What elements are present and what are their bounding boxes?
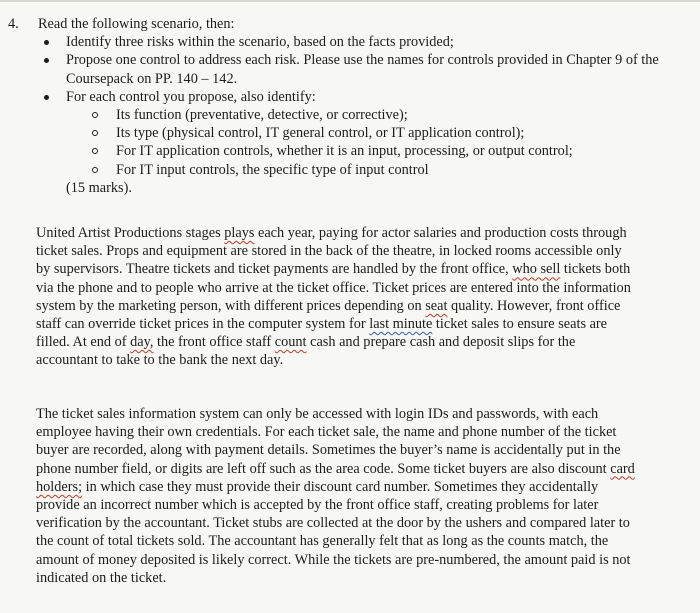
spellcheck-word: who sell: [512, 261, 561, 278]
text-run: each year, paying for actor salaries and production costs through ticket sales. Props and equipment are stored in the back of the theatre, in locked rooms accessible only by supervisors. Theatre tickets and ticket payments are handled by the front office,: [36, 225, 627, 278]
instruction-item: [38, 88, 688, 179]
text-run: quality. However, front office staff can override ticket prices in the computer system for: [36, 297, 621, 333]
spellcheck-word: day,: [130, 334, 154, 351]
sub-instruction-list: [66, 106, 688, 179]
text-run: United Artist Productions stages: [36, 225, 225, 241]
spellcheck-word: card holders;: [36, 460, 635, 495]
instruction-item: Identify three risks within the scenario, based on the facts provided;: [38, 33, 688, 51]
top-divider: [0, 0, 700, 2]
spellcheck-word: count: [274, 334, 307, 351]
text-run: ticket sales to ensure seats are filled. At end of: [36, 316, 608, 351]
instruction-list: [38, 33, 688, 179]
grammar-check-word: last minute: [369, 316, 433, 333]
spellcheck-word: plays: [224, 225, 255, 241]
scenario-paragraph-2: [36, 405, 636, 587]
question-body: [38, 15, 688, 197]
sub-instruction-item: For IT input controls, the specific type of input control: [66, 161, 688, 179]
text-run: tickets both via the phone and to people who arrive at the ticket office. Ticket prices are entered into the information system by the marketing person, with different prices depending on: [36, 261, 631, 314]
sub-instruction-item: Its type (physical control, IT general control, or IT application control);: [66, 124, 688, 142]
scenario-paragraph-1: [36, 224, 636, 370]
instruction-item-text: For each control you propose, also identify:: [66, 88, 316, 105]
spellcheck-word: seat: [425, 297, 448, 314]
text-run: cash and prepare cash and deposit slips for the accountant to take to the bank the next day.: [36, 334, 576, 369]
text-run: The ticket sales information system can only be accessed with login IDs and passwords, with each employee having their own credentials. For each ticket sale, the name and phone number of the ticket buyer are recorded, along with payment details. Sometimes the buyer’s name is accidentally put in the phone number field, or digits are left off such as the area code. Some ticket buyers are also discount: [36, 406, 621, 477]
instruction-item: Propose one control to address each risk. Please use the names for controls provided in Chapter 9 of the Coursepack on PP. 140 – 142.: [38, 51, 688, 87]
marks-label: (15 marks).: [66, 179, 132, 196]
sub-instruction-item: Its function (preventative, detective, or corrective);: [66, 106, 688, 124]
text-run: the front office staff: [153, 334, 275, 351]
question-intro: Read the following scenario, then:: [38, 16, 235, 32]
sub-instruction-item: For IT application controls, whether it is an input, processing, or output control;: [66, 142, 688, 160]
text-run: in which case they must provide their discount card number. Sometimes they accidentally provide an incorrect number which is accepted by the front office staff, creating problems for later verification by the accountant. Ticket stubs are collected at the door by the ushers and compared later to the count of total tickets sold. The accountant has generally felt that as long as the counts match, the amount of money deposited is likely correct. While the tickets are pre-numbered, the amount paid is not indicated on the ticket.: [36, 478, 631, 586]
question-block: [8, 15, 688, 197]
question-number: 4.: [8, 16, 19, 32]
